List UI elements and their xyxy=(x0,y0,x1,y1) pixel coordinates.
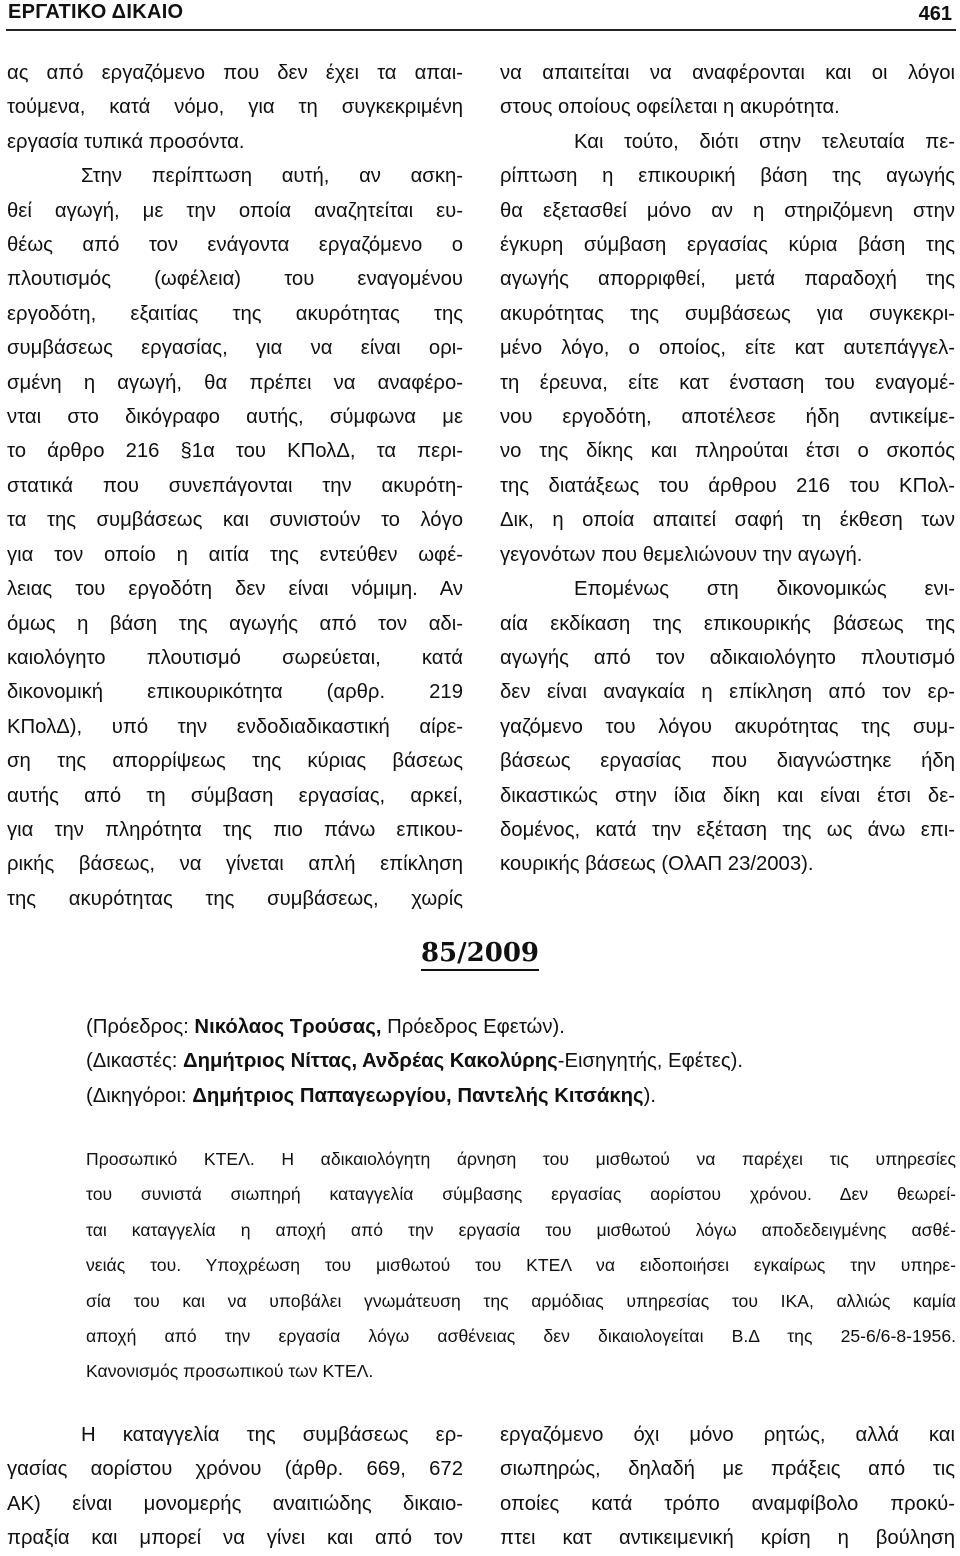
text-line: τα της συμβάσεως και συνιστούν το λόγο xyxy=(7,509,463,532)
text-line: ση της απορρίψεως της κύριας βάσεως xyxy=(7,750,463,773)
text-line: ρικής βάσεως, να γίνεται απλή επίκληση xyxy=(7,853,463,876)
text-line: εργαζόμενο όχι μόνο ρητώς, αλλά και xyxy=(500,1424,955,1446)
text-line: νου εργοδότη, αποτέλεσε ήδη αντικείμε- xyxy=(500,406,955,429)
text-line: δικαστικώς στην ίδια δίκη και είναι έτσι δε- xyxy=(500,784,955,807)
text-line: εργασία τυπικά προσόντα. xyxy=(7,130,245,153)
text-line: θέως από τον ενάγοντα εργαζόμενο ο xyxy=(7,234,463,257)
decision-number-text: 85/2009 xyxy=(421,938,539,971)
headnote-line: του συνιστά σιωπηρή καταγγελία σύμβασης εργασίας αορίστου χρόνου. Δεν θεωρεί- xyxy=(86,1184,956,1205)
text-line: ρίπτωση η επικουρική βάση της αγωγής xyxy=(500,165,955,188)
text-line: της διατάξεως του άρθρου 216 του ΚΠολ- xyxy=(500,474,955,497)
text-line: θα εξετασθεί μόνο αν η στηριζόμενη στην xyxy=(500,199,955,222)
text-line: Στην περίπτωση αυτή, αν ασκη- xyxy=(81,165,463,188)
text-line: αγωγής από τον αδικαιολόγητο πλουτισμό xyxy=(500,646,955,669)
judges-names: Δημήτριος Νίττας, Ανδρέας Κακολύρης xyxy=(183,1050,558,1073)
court-composition xyxy=(86,1010,956,1113)
text-line: αία εκδίκαση της επικουρικής βάσεως της xyxy=(500,612,955,635)
lawyers-line xyxy=(86,1079,956,1113)
label: (Πρόεδρος: xyxy=(86,1016,195,1038)
text-line: στους οποίους οφείλεται η ακυρότητα. xyxy=(500,96,840,119)
paragraph xyxy=(7,159,463,916)
text-line: αγωγής απορριφθεί, μετά παραδοχή της xyxy=(500,268,955,291)
text-line: πλουτισμός (ωφέλεια) του εναγομένου xyxy=(7,268,463,291)
text-line: για τον οποίο η αιτία της εντεύθεν ωφέ- xyxy=(7,543,463,566)
paragraph xyxy=(500,572,955,882)
text-line: για την πληρότητα της πιο πάνω επικου- xyxy=(7,818,463,841)
judges-line xyxy=(86,1044,956,1078)
text-line: λειας του εργοδότη δεν είναι νόμιμη. Αν xyxy=(7,578,463,601)
text-line: τη έρευνα, είτε κατ ένσταση του εναγομέ- xyxy=(500,371,955,394)
label: (Δικηγόροι: xyxy=(86,1084,193,1107)
text-line: σιωπηρώς, δηλαδή με πράξεις από τις xyxy=(500,1458,955,1481)
text-line: πτει κατ αντικειμενική κρίση η βούληση xyxy=(500,1527,955,1550)
text-line: σμένη η αγωγή, θα πρέπει να αναφέρο- xyxy=(7,371,463,394)
label: (Δικαστές: xyxy=(86,1050,184,1073)
paragraph xyxy=(500,125,955,572)
section-title: ΕΡΓΑΤΙΚΟ ΔΙΚΑΙΟ xyxy=(8,1,184,23)
paragraph xyxy=(7,1418,463,1556)
text-line: ΚΠολΔ), υπό την ενδοδιαδικαστική αίρε- xyxy=(7,715,463,738)
decision-number xyxy=(0,938,960,968)
left-column xyxy=(7,56,463,916)
headnote-line: ται καταγγελία η αποχή από την εργασία του μισθωτού λόγω αποδεδειγμένης ασθέ- xyxy=(86,1219,956,1240)
text-line: έγκυρη σύμβαση εργασίας κύρια βάση της xyxy=(500,234,955,257)
decision-body-right xyxy=(500,1418,955,1556)
text-line: όμως η βάση της αγωγής από τον αδι- xyxy=(7,612,463,635)
text-line: το άρθρο 216 §1α του ΚΠολΔ, τα περι- xyxy=(7,440,463,463)
text-line: αυτής από τη σύμβαση εργασίας, αρκεί, xyxy=(7,784,463,807)
text-line: γεγονότων που θεμελιώνουν την αγωγή. xyxy=(500,543,863,566)
text-line: δομένος, κατά την εξέταση της ως άνω επι- xyxy=(500,818,955,841)
text-line: θεί αγωγή, με την οποία αναζητείται ευ- xyxy=(7,199,463,222)
text-line: δεν είναι αναγκαία η επίκληση από τον ερ- xyxy=(500,681,955,704)
president-name: Νικόλαος Τρούσας, xyxy=(194,1016,382,1038)
text-line: εργοδότη, εξαιτίας της ακυρότητας της xyxy=(7,302,463,325)
headnote-line: σία του και να υποβάλει γνωμάτευση της αρμόδιας υπηρεσίας του ΙΚΑ, αλλιώς καμία xyxy=(86,1290,956,1311)
president-line xyxy=(86,1010,956,1044)
header-rule xyxy=(6,29,956,31)
text-line: πραξία και μπορεί να γίνει και από τον xyxy=(7,1527,463,1550)
text-line: κουρικής βάσεως (ΟλΑΠ 23/2003). xyxy=(500,853,814,876)
headnote-line: Προσωπικό ΚΤΕΛ. Η αδικαιολόγητη άρνηση του μισθωτού να παρέχει τις υπηρεσίες xyxy=(86,1149,956,1169)
paragraph xyxy=(500,56,955,125)
label: ). xyxy=(643,1084,656,1107)
text-line: βάσεως εργασίας που διαγνώστηκε ήδη xyxy=(500,750,955,773)
label: Πρόεδρος Εφετών). xyxy=(381,1016,565,1038)
headnote xyxy=(86,1142,956,1390)
text-line: Η καταγγελία της συμβάσεως ερ- xyxy=(81,1424,463,1446)
right-column xyxy=(500,56,955,882)
text-line: Δικ, η οποία απαιτεί σαφή τη έκθεση των xyxy=(500,509,955,532)
text-line: μένο λόγο, ο οποίος, είτε κατ αυτεπάγγελ- xyxy=(500,337,955,360)
text-line: Και τούτο, διότι στην τελευταία πε- xyxy=(574,130,955,153)
text-line: στατικά που συνεπάγονται την ακυρότη- xyxy=(7,474,463,497)
text-line: Επομένως στη δικονομικώς ενι- xyxy=(574,578,955,601)
lawyers-names: Δημήτριος Παπαγεωργίου, Παντελής Κιτσάκης xyxy=(192,1084,644,1107)
text-line: τούμενα, κατά νόμο, για τη συγκεκριμένη xyxy=(7,96,463,119)
text-line: συμβάσεως εργασίας, για να είναι ορι- xyxy=(7,337,463,360)
text-line: νται στο δικόγραφο αυτής, σύμφωνα με xyxy=(7,406,463,429)
text-line: καιολόγητο πλουτισμό σωρεύεται, κατά xyxy=(7,646,463,669)
text-line: της ακυρότητας της συμβάσεως, χωρίς xyxy=(7,887,463,910)
text-line: να απαιτείται να αναφέρονται και οι λόγοι xyxy=(500,62,955,84)
running-header xyxy=(6,0,956,30)
text-line: ακυρότητας της συμβάσεως για συγκεκρι- xyxy=(500,302,955,325)
text-line: οποίες κατά τρόπο αναμφίβολο προκύ- xyxy=(500,1492,955,1515)
headnote-line: Κανονισμός προσωπικού των ΚΤΕΛ. xyxy=(86,1361,374,1382)
paragraph xyxy=(500,1418,955,1556)
text-line: γασίας αορίστου χρόνου (άρθρ. 669, 672 xyxy=(7,1458,463,1481)
text-line: γαζόμενο του λόγου ακυρότητας της συμ- xyxy=(500,715,955,738)
label: -Εισηγητής, Εφέτες). xyxy=(557,1050,743,1073)
paragraph xyxy=(7,56,463,159)
headnote-line: νειάς του. Υποχρέωση του μισθωτού του ΚΤΕΛ να ειδοποιήσει εγκαίρως την υπηρε- xyxy=(86,1255,956,1276)
page-number: 461 xyxy=(918,3,952,25)
decision-body-left xyxy=(7,1418,463,1556)
text-line: δικονομική επικουρικότητα (αρθρ. 219 xyxy=(7,681,463,704)
text-line: ας από εργαζόμενο που δεν έχει τα απαι- xyxy=(7,62,463,84)
text-line: νο της δίκης και πληρούται έτσι ο σκοπός xyxy=(500,440,955,463)
headnote-line: αποχή από την εργασία λόγω ασθένειας δεν δικαιολογείται Β.Δ της 25-6/6-8-1956. xyxy=(86,1326,956,1347)
text-line: ΑΚ) είναι μονομερής αναιτιώδης δικαιο- xyxy=(7,1492,463,1515)
